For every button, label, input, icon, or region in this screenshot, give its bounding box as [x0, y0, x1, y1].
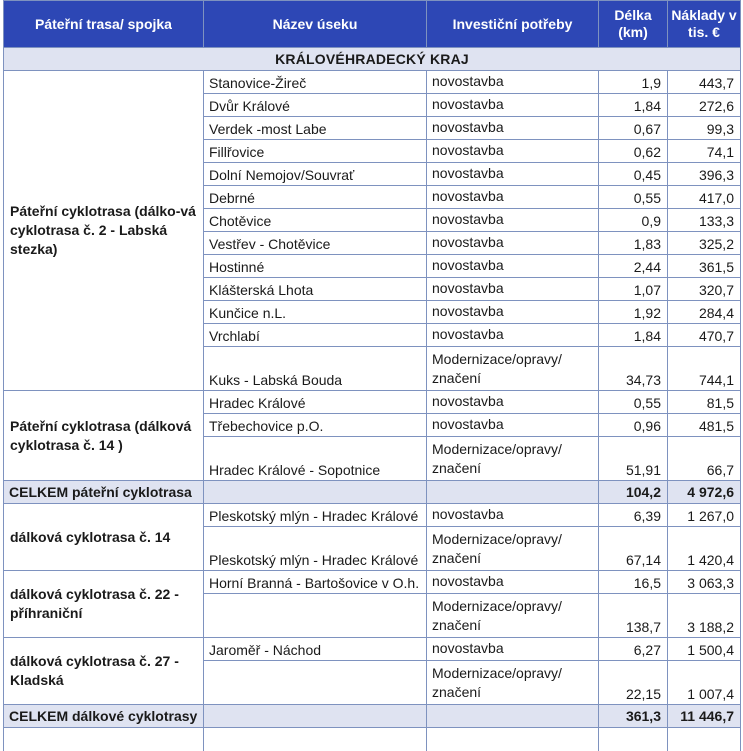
cost-value: 396,3	[668, 163, 741, 186]
cost-value: 99,3	[668, 117, 741, 140]
cost-value: 284,4	[668, 301, 741, 324]
investment-type: novostavba	[427, 255, 599, 278]
section-name	[204, 661, 427, 705]
total-label: CELKEM páteřní cyklotrasa	[4, 481, 204, 504]
cost-value: 470,7	[668, 324, 741, 347]
section-name: Verdek -most Labe	[204, 117, 427, 140]
total-row	[4, 705, 741, 728]
cost-value: 481,5	[668, 414, 741, 437]
length-km: 1,07	[599, 278, 668, 301]
investment-type: Modernizace/opravy/ značení	[427, 661, 599, 705]
length-km: 1,92	[599, 301, 668, 324]
section-name: Vrchlabí	[204, 324, 427, 347]
investment-type: novostavba	[427, 209, 599, 232]
length-km: 138,7	[599, 594, 668, 638]
table-row	[4, 391, 741, 414]
cost-value: 325,2	[668, 232, 741, 255]
cost-value: 1 500,4	[668, 638, 741, 661]
total-length: 361,3	[599, 705, 668, 728]
table-row	[4, 571, 741, 594]
length-km: 0,62	[599, 140, 668, 163]
investment-type: Modernizace/opravy/ značení	[427, 594, 599, 638]
length-km: 0,9	[599, 209, 668, 232]
section-name: Stanovice-Žireč	[204, 71, 427, 94]
investment-type: novostavba	[427, 232, 599, 255]
empty-cell	[4, 728, 204, 751]
cost-value: 443,7	[668, 71, 741, 94]
cost-value: 744,1	[668, 347, 741, 391]
table-row	[4, 638, 741, 661]
header-route: Páteřní trasa/ spojka	[4, 1, 204, 48]
section-name: Kunčice n.L.	[204, 301, 427, 324]
header-section: Název úseku	[204, 1, 427, 48]
empty-cell	[204, 728, 427, 751]
section-name: Dolní Nemojov/Souvrať	[204, 163, 427, 186]
section-name: Pleskotský mlýn - Hradec Králové	[204, 527, 427, 571]
length-km: 51,91	[599, 437, 668, 481]
section-name: Pleskotský mlýn - Hradec Králové	[204, 504, 427, 527]
cost-value: 74,1	[668, 140, 741, 163]
cost-value: 1 420,4	[668, 527, 741, 571]
investment-type: Modernizace/opravy/ značení	[427, 527, 599, 571]
section-name	[204, 594, 427, 638]
route-group-name: Páteřní cyklotrasa (dálková cyklotrasa č. 14 )	[4, 391, 204, 481]
length-km: 67,14	[599, 527, 668, 571]
section-name: Hostinné	[204, 255, 427, 278]
length-km: 16,5	[599, 571, 668, 594]
section-name: Třebechovice p.O.	[204, 414, 427, 437]
header-length: Délka (km)	[599, 1, 668, 48]
length-km: 1,9	[599, 71, 668, 94]
length-km: 6,27	[599, 638, 668, 661]
length-km: 0,55	[599, 391, 668, 414]
total-row	[4, 481, 741, 504]
investment-type: novostavba	[427, 117, 599, 140]
route-group-name: dálková cyklotrasa č. 14	[4, 504, 204, 571]
length-km: 2,44	[599, 255, 668, 278]
section-name: Hradec Králové - Sopotnice	[204, 437, 427, 481]
table-row	[4, 504, 741, 527]
section-name: Hradec Králové	[204, 391, 427, 414]
investment-type: novostavba	[427, 163, 599, 186]
length-km: 0,96	[599, 414, 668, 437]
cost-value: 272,6	[668, 94, 741, 117]
section-name: Kuks - Labská Bouda	[204, 347, 427, 391]
continuation-row	[4, 728, 741, 751]
length-km: 22,15	[599, 661, 668, 705]
length-km: 1,83	[599, 232, 668, 255]
cost-value: 133,3	[668, 209, 741, 232]
investment-type: novostavba	[427, 71, 599, 94]
header-cost: Náklady v tis. €	[668, 1, 741, 48]
route-group-name: dálková cyklotrasa č. 22 - příhraniční	[4, 571, 204, 638]
region-name: KRÁLOVÉHRADECKÝ KRAJ	[4, 48, 741, 71]
cycle-route-table	[3, 0, 741, 751]
investment-type: novostavba	[427, 391, 599, 414]
investment-type: novostavba	[427, 638, 599, 661]
cost-value: 3 063,3	[668, 571, 741, 594]
table-row	[4, 71, 741, 94]
cost-value: 1 267,0	[668, 504, 741, 527]
empty-cell	[427, 481, 599, 504]
cost-value: 81,5	[668, 391, 741, 414]
investment-type: Modernizace/opravy/ značení	[427, 347, 599, 391]
empty-cell	[427, 728, 599, 751]
route-group-name: dálková cyklotrasa č. 27 - Kladská	[4, 638, 204, 705]
route-group-name: Páteřní cyklotrasa (dálko-vá cyklotrasa č. 2 - Labská stezka)	[4, 71, 204, 391]
empty-cell	[204, 705, 427, 728]
empty-cell	[599, 728, 668, 751]
cost-value: 320,7	[668, 278, 741, 301]
empty-cell	[427, 705, 599, 728]
length-km: 6,39	[599, 504, 668, 527]
total-cost: 4 972,6	[668, 481, 741, 504]
header-investment: Investiční potřeby	[427, 1, 599, 48]
section-name: Debrné	[204, 186, 427, 209]
cost-value: 1 007,4	[668, 661, 741, 705]
empty-cell	[668, 728, 741, 751]
total-label: CELKEM dálkové cyklotrasy	[4, 705, 204, 728]
investment-type: novostavba	[427, 278, 599, 301]
empty-cell	[204, 481, 427, 504]
length-km: 0,45	[599, 163, 668, 186]
section-name: Horní Branná - Bartošovice v O.h.	[204, 571, 427, 594]
cost-value: 66,7	[668, 437, 741, 481]
cost-value: 3 188,2	[668, 594, 741, 638]
section-name: Dvůr Králové	[204, 94, 427, 117]
region-row	[4, 48, 741, 71]
investment-type: novostavba	[427, 186, 599, 209]
section-name: Fillřovice	[204, 140, 427, 163]
investment-type: novostavba	[427, 94, 599, 117]
investment-type: novostavba	[427, 301, 599, 324]
section-name: Chotěvice	[204, 209, 427, 232]
length-km: 1,84	[599, 324, 668, 347]
length-km: 0,55	[599, 186, 668, 209]
section-name: Jaroměř - Náchod	[204, 638, 427, 661]
section-name: Vestřev - Chotěvice	[204, 232, 427, 255]
length-km: 0,67	[599, 117, 668, 140]
investment-type: novostavba	[427, 140, 599, 163]
investment-type: Modernizace/opravy/ značení	[427, 437, 599, 481]
investment-type: novostavba	[427, 324, 599, 347]
total-length: 104,2	[599, 481, 668, 504]
total-cost: 11 446,7	[668, 705, 741, 728]
investment-type: novostavba	[427, 414, 599, 437]
header-row	[4, 1, 741, 48]
cost-value: 417,0	[668, 186, 741, 209]
investment-type: novostavba	[427, 504, 599, 527]
section-name: Klášterská Lhota	[204, 278, 427, 301]
length-km: 34,73	[599, 347, 668, 391]
investment-type: novostavba	[427, 571, 599, 594]
length-km: 1,84	[599, 94, 668, 117]
cost-value: 361,5	[668, 255, 741, 278]
